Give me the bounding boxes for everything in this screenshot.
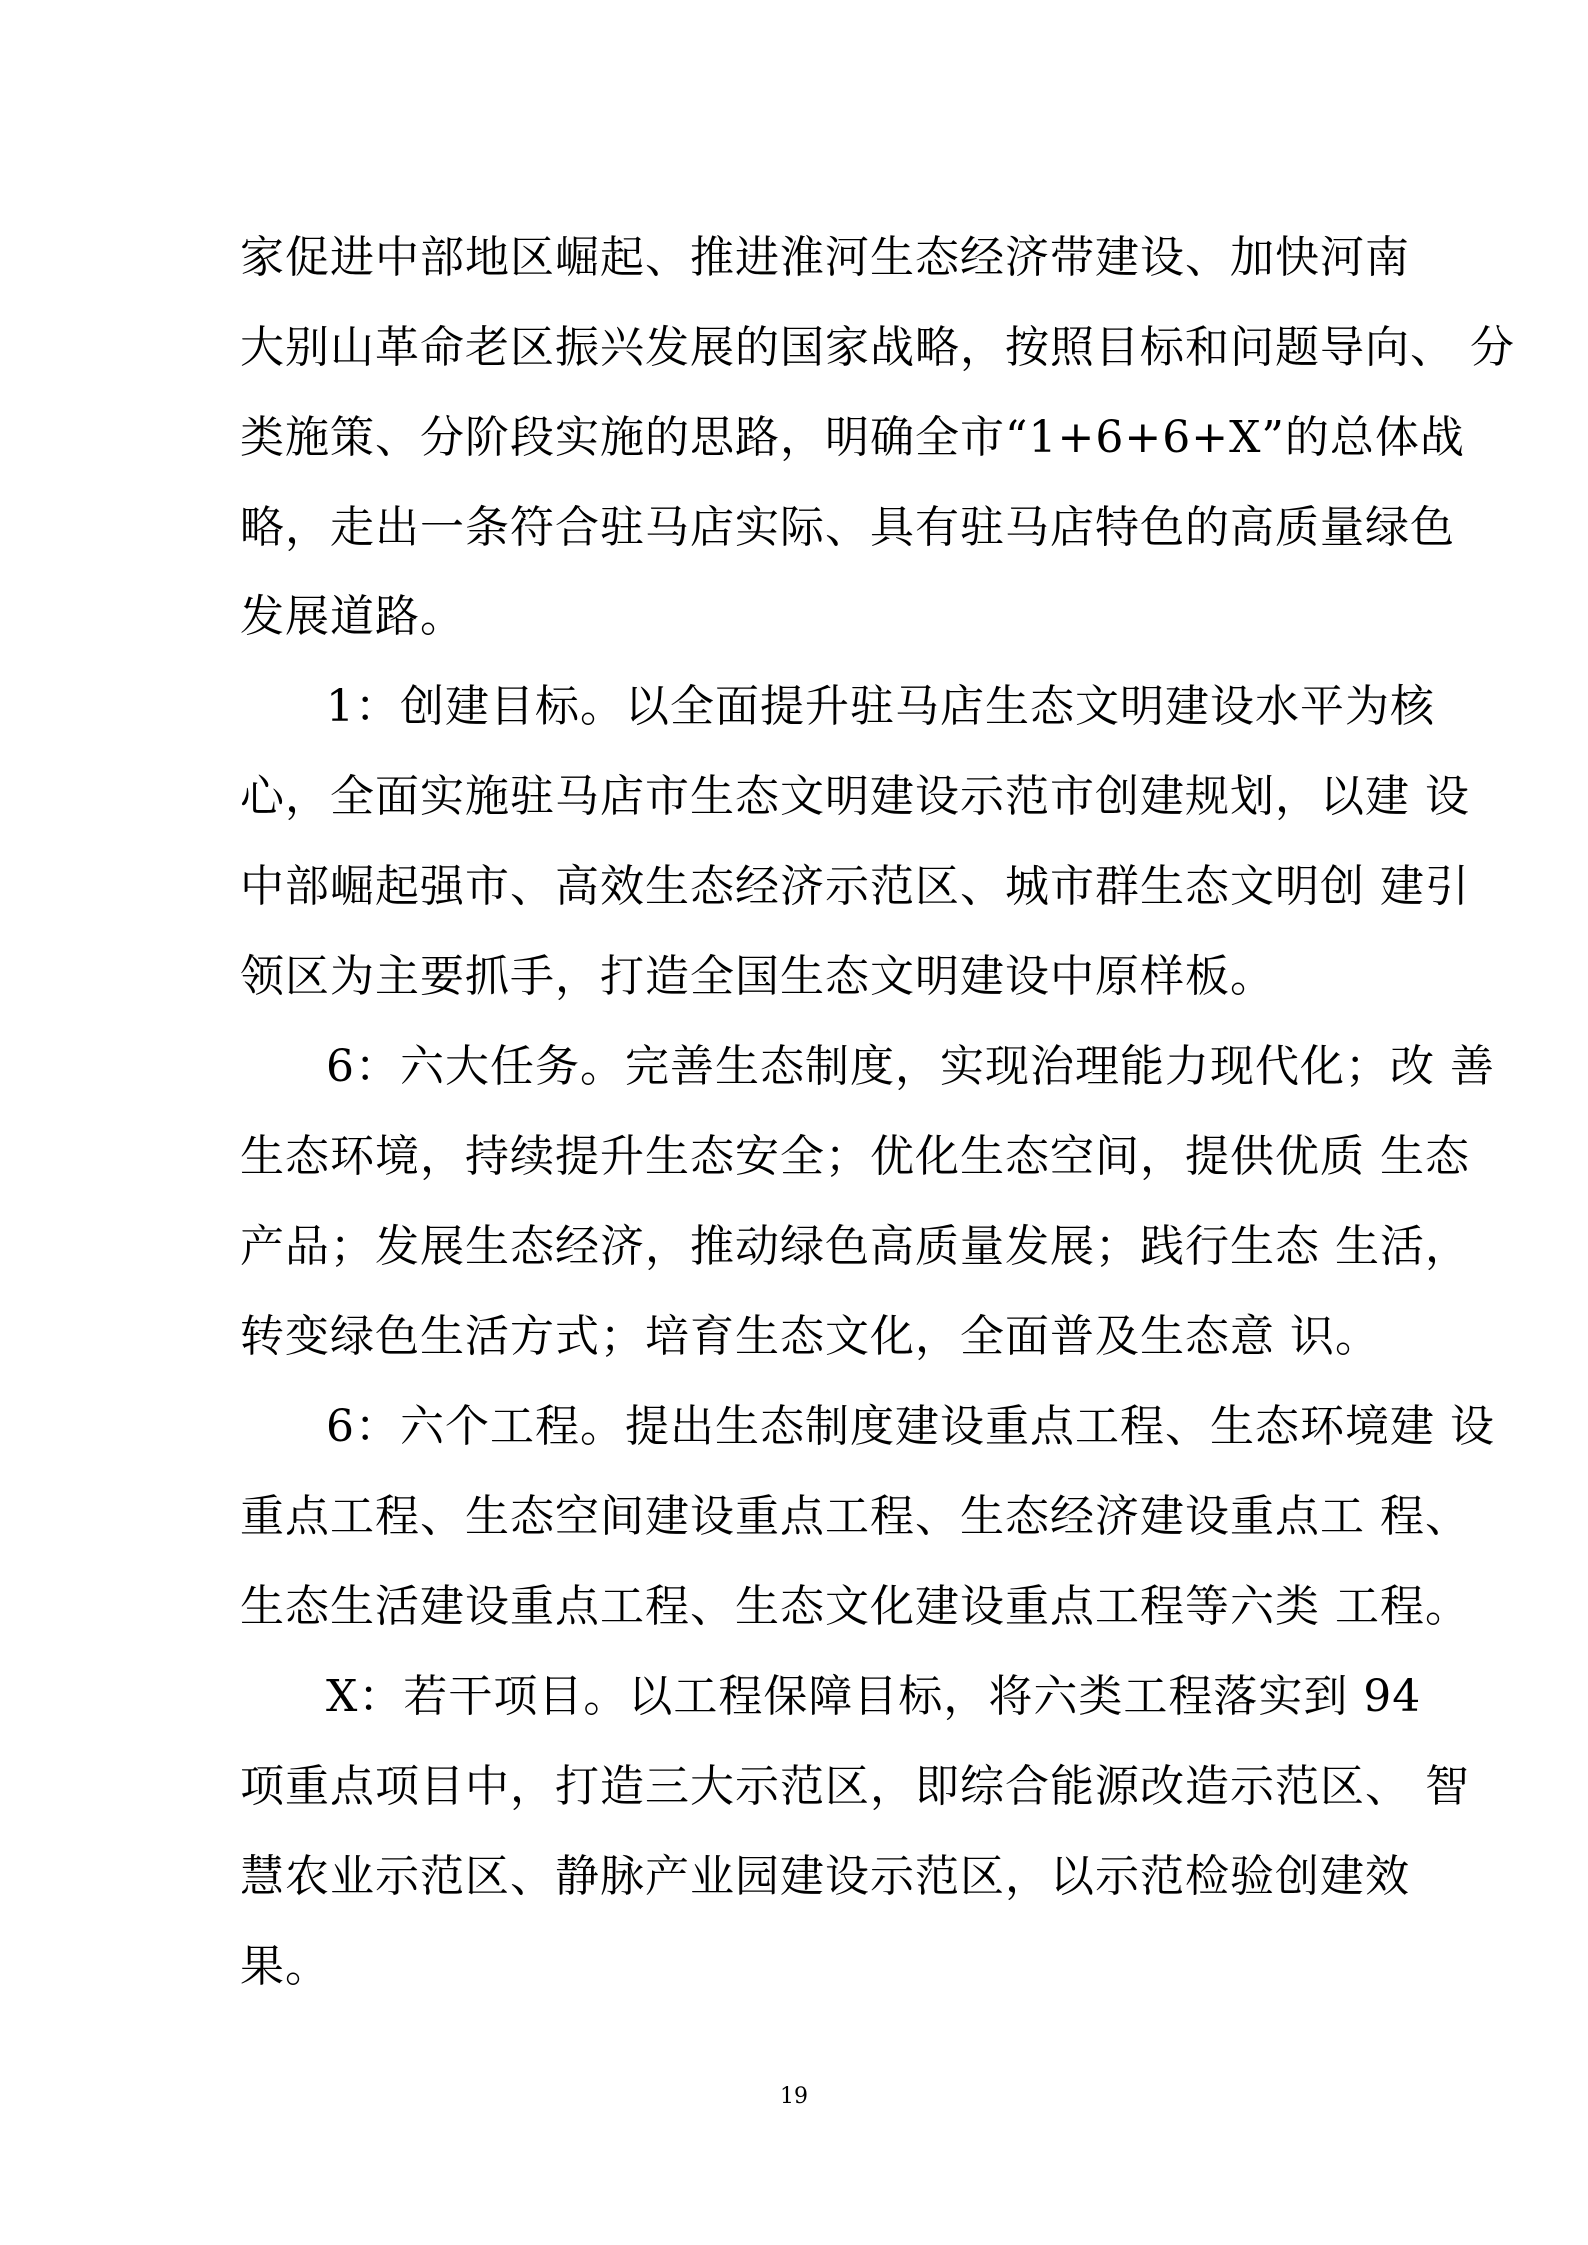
- paragraph-projects-line-3: 生态生活建设重点工程、生态文化建设重点工程等六类 工程。: [240, 1581, 1470, 1632]
- page-number: 19: [780, 2084, 808, 2109]
- paragraph-items-line-1: X：若干项目。以工程保障目标，将六类工程落实到 94: [326, 1671, 1422, 1722]
- paragraph-goal-line-2: 心，全面实施驻马店市生态文明建设示范市创建规划，以建 设: [240, 771, 1470, 822]
- paragraph-items-line-3: 慧农业示范区、静脉产业园建设示范区，以示范检验创建效: [240, 1851, 1410, 1902]
- paragraph-projects-line-1: 6：六个工程。提出生态制度建设重点工程、生态环境建 设: [326, 1401, 1495, 1452]
- paragraph-items-line-2: 项重点项目中，打造三大示范区，即综合能源改造示范区、 智: [240, 1761, 1470, 1812]
- paragraph-intro-line-3: 类施策、分阶段实施的思路，明确全市“1+6+6+X”的总体战: [240, 412, 1465, 463]
- paragraph-goal-line-4: 领区为主要抓手，打造全国生态文明建设中原样板。: [240, 951, 1275, 1002]
- paragraph-tasks-line-4: 转变绿色生活方式；培育生态文化，全面普及生态意 识。: [240, 1311, 1380, 1362]
- paragraph-intro-line-1: 家促进中部地区崛起、推进淮河生态经济带建设、加快河南: [240, 232, 1410, 283]
- paragraph-tasks-line-3: 产品；发展生态经济，推动绿色高质量发展；践行生态 生活，: [240, 1221, 1470, 1272]
- paragraph-intro-line-2: 大别山革命老区振兴发展的国家战略，按照目标和问题导向、 分: [240, 322, 1515, 373]
- paragraph-intro-line-5: 发展道路。: [240, 591, 465, 642]
- paragraph-projects-line-2: 重点工程、生态空间建设重点工程、生态经济建设重点工 程、: [240, 1491, 1470, 1542]
- paragraph-goal-line-1: 1：创建目标。以全面提升驻马店生态文明建设水平为核: [326, 681, 1435, 732]
- paragraph-tasks-line-1: 6：六大任务。完善生态制度，实现治理能力现代化；改 善: [326, 1041, 1495, 1092]
- paragraph-goal-line-3: 中部崛起强市、高效生态经济示范区、城市群生态文明创 建引: [240, 861, 1470, 912]
- paragraph-intro-line-4: 略，走出一条符合驻马店实际、具有驻马店特色的高质量绿色: [240, 502, 1455, 553]
- paragraph-items-line-4: 果。: [240, 1941, 330, 1992]
- paragraph-tasks-line-2: 生态环境，持续提升生态安全；优化生态空间，提供优质 生态: [240, 1131, 1470, 1182]
